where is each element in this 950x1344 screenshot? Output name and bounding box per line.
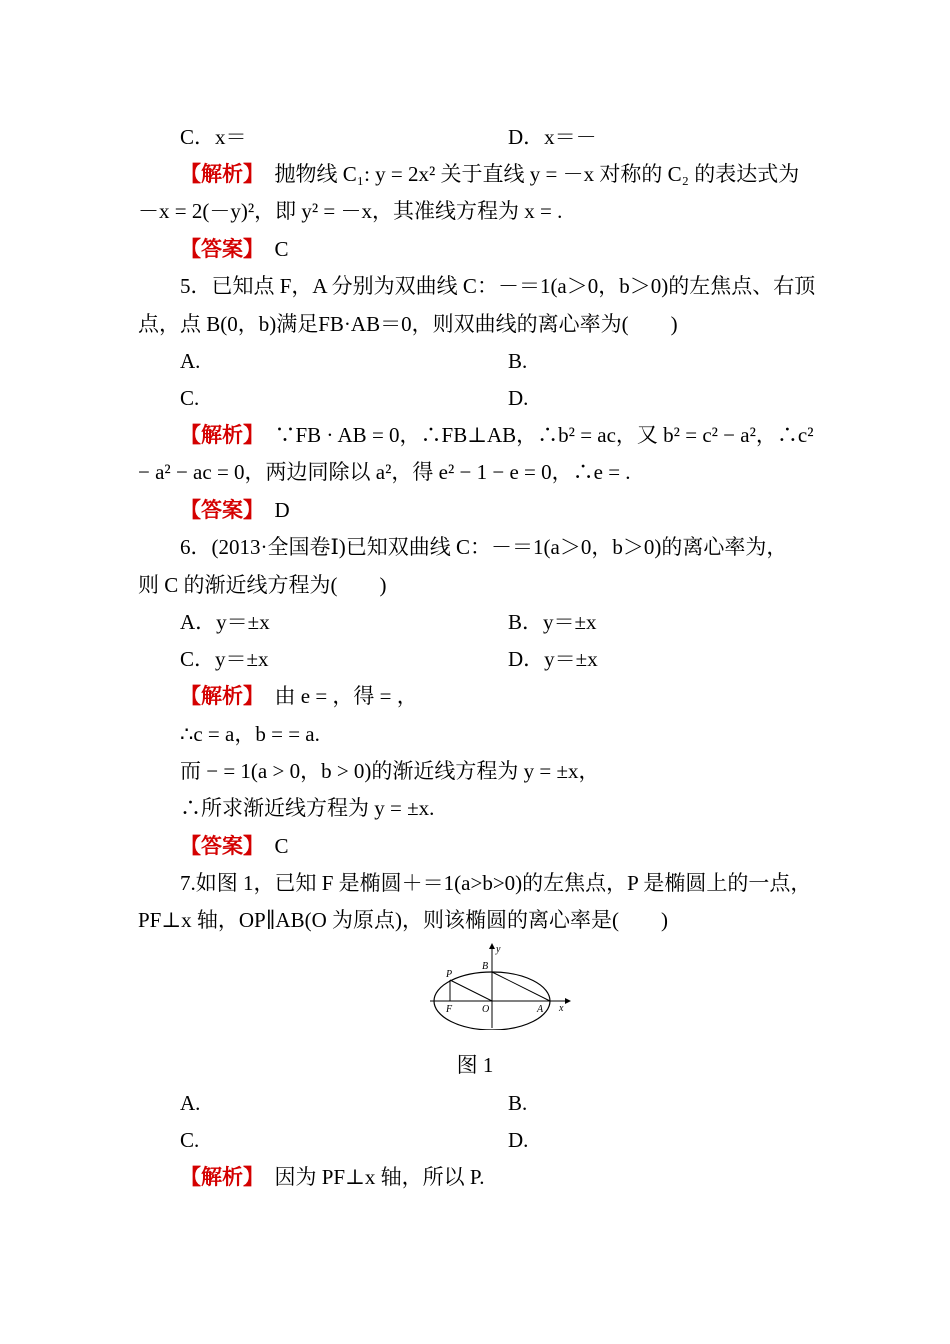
analysis-text: 抛物线 C₁: y = 2x² 关于直线 y = －x 对称的 C₂ 的表达式为 [253, 162, 800, 186]
question-7-cont [138, 907, 668, 933]
label-y: y [496, 944, 501, 955]
question-7 [180, 870, 811, 896]
option-c: C．y＝±x [180, 647, 269, 671]
question-6-cont [138, 572, 387, 598]
label-a: A [537, 1004, 544, 1015]
option-a: A. [180, 349, 201, 373]
option-b: B. [508, 349, 528, 373]
answer-tag: 【答案】 [180, 237, 254, 261]
analysis-text: − a² − ac = 0，两边同除以 a²，得 e² − 1 − e = 0，∴e = . [138, 460, 631, 484]
label-x: x [559, 1003, 564, 1014]
question-text: 6．(2013·全国卷Ⅰ)已知双曲线 C：－＝1(a＞0，b＞0)的离心率为， [180, 535, 788, 559]
ellipse-diagram [425, 940, 575, 1030]
question-5-cont [138, 311, 678, 337]
label-f: F [446, 1004, 453, 1015]
question-text: 7.如图 1，已知 F 是椭圆＋＝1(a>b>0)的左焦点，P 是椭圆上的一点， [180, 871, 812, 895]
option-a: A．y＝±x [180, 610, 270, 634]
question-text: 则 C 的渐近线方程为( ) [138, 573, 387, 597]
analysis-text: 而 − = 1(a > 0，b > 0)的渐近线方程为 y = ±x， [180, 759, 600, 783]
answer-text: C [253, 834, 289, 858]
analysis-text: ∵FB · AB = 0，∴FB⊥AB，∴b² = ac，又 b² = c² − a²，∴c² [253, 423, 814, 447]
line-2 [180, 161, 799, 187]
answer-tag: 【答案】 [180, 498, 254, 522]
analysis-text: －x = 2(－y)²，即 y² = －x，其准线方程为 x = . [138, 199, 563, 223]
ellipse-figure [425, 940, 575, 1030]
answer-text: C [253, 237, 289, 261]
line-analysis-6-d [180, 795, 434, 821]
option-c: C. [180, 1128, 200, 1152]
question-6 [180, 534, 787, 560]
question-text: PF⊥x 轴，OP∥AB(O 为原点)，则该椭圆的离心率是( ) [138, 908, 668, 932]
y-axis-arrow [489, 943, 495, 949]
option-d: D．x＝－ [508, 125, 597, 149]
line-answer-6 [180, 833, 289, 859]
x-axis-arrow [565, 998, 571, 1004]
answer-tag: 【答案】 [180, 834, 254, 858]
line-analysis-7 [180, 1164, 484, 1190]
label-o: O [482, 1004, 490, 1015]
analysis-tag: 【解析】 [180, 684, 254, 708]
analysis-text: ∴所求渐近线方程为 y = ±x. [180, 796, 435, 820]
option-b: B．y＝±x [508, 610, 597, 634]
question-text: 5．已知点 F，A 分别为双曲线 C：－＝1(a＞0，b＞0)的左焦点、右顶 [180, 274, 816, 298]
line-answer-5 [180, 497, 290, 523]
question-5 [180, 273, 815, 299]
option-b: B. [508, 1091, 528, 1115]
label-p: P [446, 969, 453, 980]
option-a: A. [180, 1091, 201, 1115]
option-c: C. [180, 386, 200, 410]
label-b: B [482, 961, 489, 972]
option-d: D. [508, 386, 529, 410]
analysis-tag: 【解析】 [180, 162, 254, 186]
analysis-tag: 【解析】 [180, 1165, 254, 1189]
question-text: 点，点 B(0，b)满足FB·AB＝0，则双曲线的离心率为( ) [138, 312, 678, 336]
option-d: D．y＝±x [508, 647, 598, 671]
option-c: C．x＝ [180, 125, 247, 149]
line-analysis-5-cont [138, 459, 631, 485]
line-4 [180, 236, 289, 262]
segment-op [450, 980, 492, 1001]
figure-caption: 图 1 [456, 1053, 494, 1077]
analysis-tag: 【解析】 [180, 423, 254, 447]
line-analysis-6-c [180, 758, 600, 784]
line-analysis-6-b [180, 721, 320, 747]
option-d: D. [508, 1128, 529, 1152]
answer-text: D [253, 498, 290, 522]
line-analysis-6 [180, 683, 418, 709]
analysis-text: 因为 PF⊥x 轴，所以 P. [253, 1165, 485, 1189]
analysis-text: ∴c = a，b = = a. [180, 722, 320, 746]
analysis-text: 由 e = ，得 = ， [253, 684, 418, 708]
line-analysis-5 [180, 422, 814, 448]
line-3 [138, 198, 562, 224]
